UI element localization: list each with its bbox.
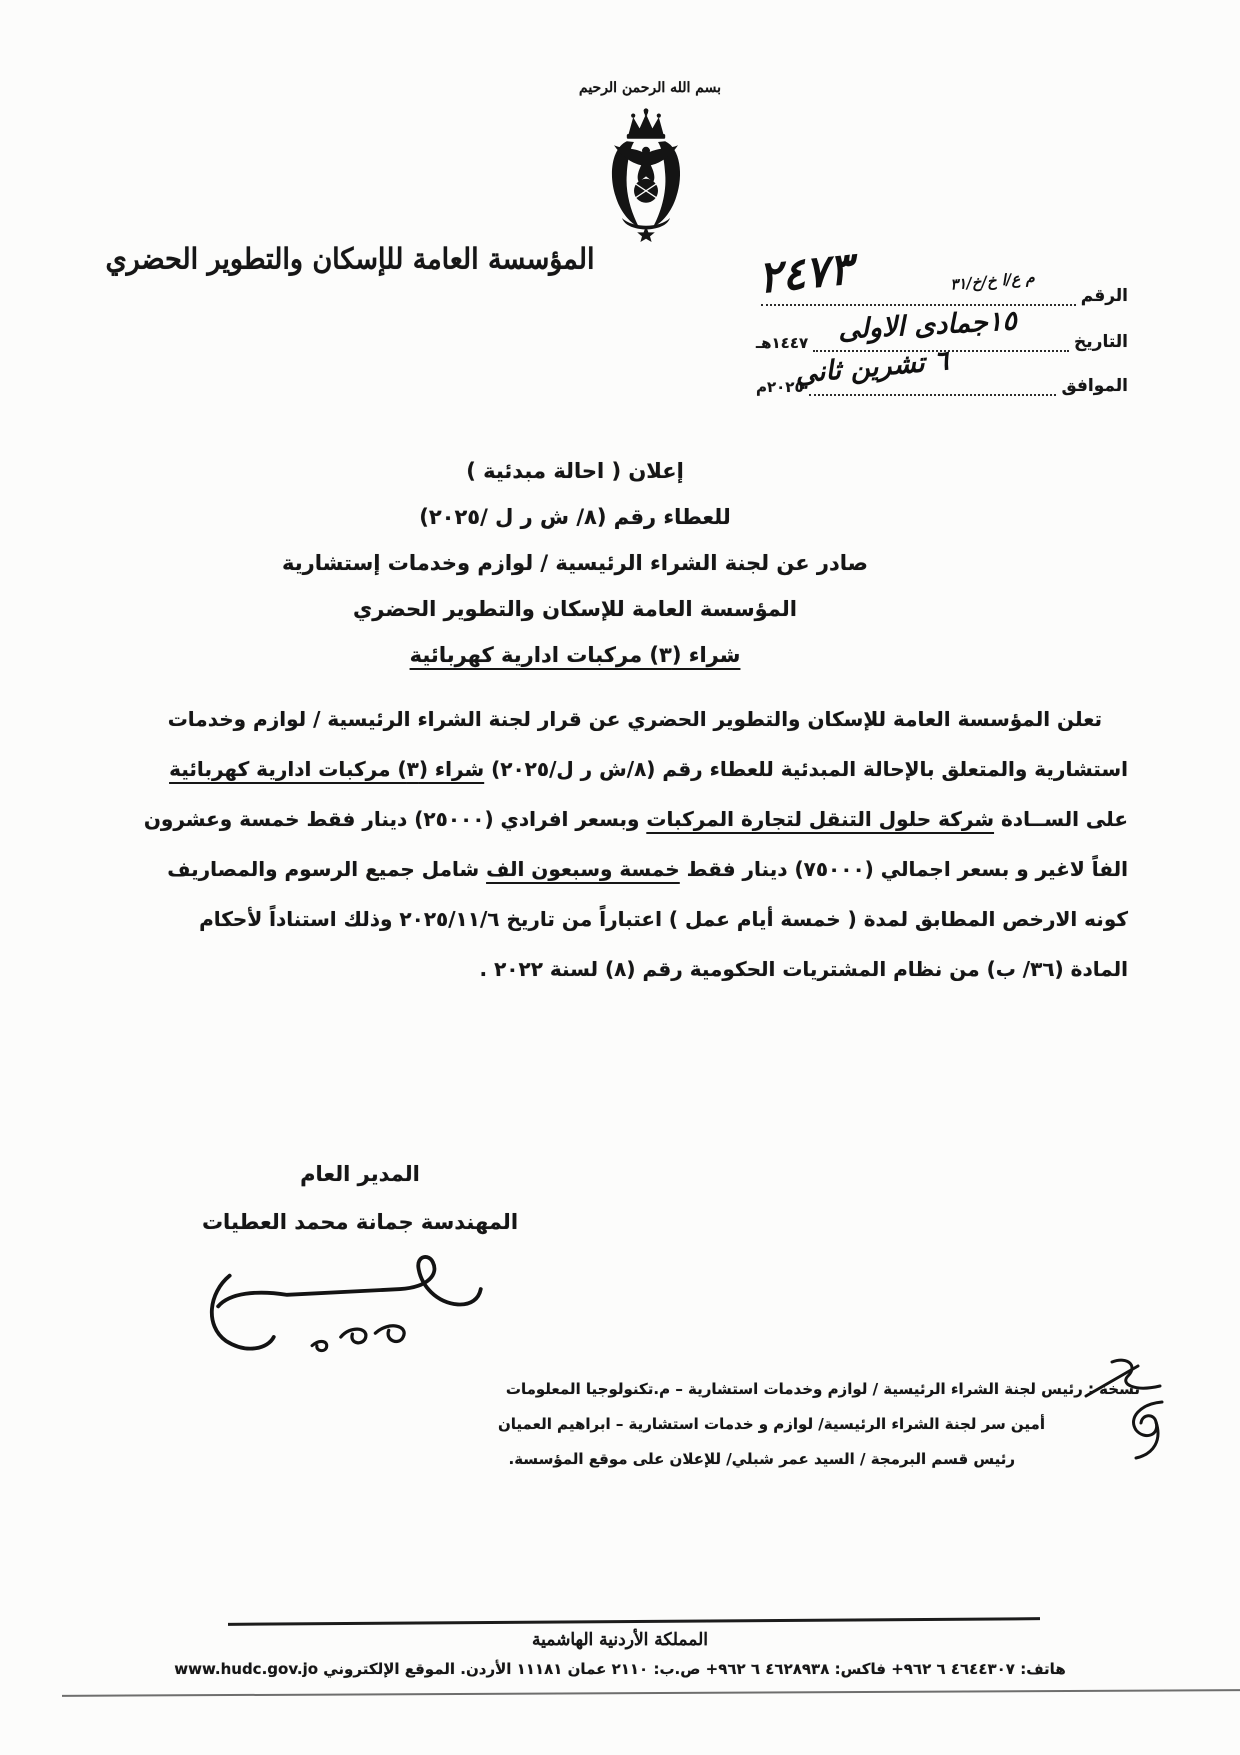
corresponding-handwritten: ٦ تشرين ثاني [793, 345, 950, 390]
fees-text: شامل جميع الرسوم والمصاريف [167, 857, 487, 881]
awarded-company-underlined: شركة حلول التنقل لتجارة المركبات [646, 807, 995, 831]
ref-number-handwritten-large: ٢٤٧٣ [755, 243, 855, 304]
hijri-year-text: ١٤٤٧هـ [756, 334, 809, 352]
cc-line-2: أمين سر لجنة الشراء الرئيسية/ لوازم و خدمات استشارية – ابراهيم العميان [497, 1415, 1045, 1433]
general-manager-title: المدير العام [300, 1162, 420, 1186]
subject-line: شراء (٣) مركبات ادارية كهربائية [409, 643, 741, 667]
bismillah-text: بسم الله الرحمن الرحيم [579, 80, 721, 96]
jordan-coat-of-arms-icon [598, 104, 694, 244]
announcement-title-block [0, 448, 1150, 678]
date-label: التاريخ [1074, 332, 1128, 352]
cc-line-3: رئيس قسم البرمجة / السيد عمر شبلي/ للإعلان على موقع المؤسسة. [508, 1450, 1015, 1468]
body-line-2-text: استشارية والمتعلق بالإحالة المبدئية للعطاء رقم (٨/ش ر ل/٢٠٢٥) [484, 757, 1128, 781]
bottom-scan-line [62, 1689, 1240, 1696]
organization-name-text: المؤسسة العامة للإسكان والتطوير الحضري [105, 243, 595, 276]
ref-number-label: الرقم [1080, 286, 1128, 306]
footer-rule [228, 1617, 1040, 1625]
body-line-1: تعلن المؤسسة العامة للإسكان والتطوير الحضري عن قرار لجنة الشراء الرئيسية / لوازم وخدمات [167, 707, 1102, 731]
unit-price-text: وبسعر افرادي (٢٥٠٠٠) دينار فقط خمسة وعشرون [143, 807, 647, 831]
corresponding-label: الموافق [1061, 376, 1128, 396]
ref-number-handwritten-code: م ع/ا خ/خ/٣١ [949, 268, 1036, 294]
body-line-3-text: على الســادة [994, 807, 1128, 831]
contact-info: هاتف: ٤٦٤٤٣٠٧ ٦ ٩٦٢+ فاكس: ٤٦٢٨٩٣٨ ٦ ٩٦٢+ ص.ب: ٢١١٠ عمان ١١١٨١ الأردن. الموقع الإلكتروني www.hudc.gov.jo [174, 1660, 1066, 1678]
gregorian-year-text: ٢٠٢٥م [756, 378, 804, 396]
body-line-5: كونه الارخص المطابق لمدة ( خمسة أيام عمل ) اعتباراً من تاريخ ٢٠٢٥/١١/٦ وذلك استناداً لأحكام [199, 907, 1128, 931]
initials-scribble-icon [1082, 1356, 1166, 1404]
general-manager-name: المهندسة جمانة محمد العطيات [201, 1210, 519, 1234]
signature-scribble-icon [195, 1245, 525, 1360]
curl-scribble-icon [1122, 1398, 1170, 1462]
body-line-6: المادة (٣٦/ ب) من نظام المشتريات الحكومية رقم (٨) لسنة ٢٠٢٢ . [479, 957, 1128, 981]
date-handwritten: ١٥جمادى الاولى [837, 305, 1018, 346]
total-amount-underlined: خمسة وسبعون الف [486, 857, 680, 881]
organization-line: المؤسسة العامة للإسكان والتطوير الحضري [353, 597, 797, 621]
body-line-2 [148, 744, 1128, 794]
tender-subject-underlined: شراء (٣) مركبات ادارية كهربائية [169, 757, 485, 781]
tender-number-line: للعطاء رقم (٨/ ش ر ل /٢٠٢٥) [419, 505, 731, 529]
kingdom-name: المملكة الأردنية الهاشمية [532, 1630, 708, 1650]
body-line-4 [148, 844, 1128, 894]
cc-line-1: نسخة : رئيس لجنة الشراء الرئيسية / لوازم وخدمات استشارية – م.تكنولوجيا المعلومات [505, 1380, 1140, 1398]
issued-by-line: صادر عن لجنة الشراء الرئيسية / لوازم وخدمات إستشارية [282, 551, 868, 575]
total-price-text: الفاً لاغير و بسعر اجمالي (٧٥٠٠٠) دينار فقط [679, 857, 1128, 881]
announcement-title: إعلان ( احالة مبدئية ) [466, 459, 684, 483]
body-paragraph [143, 694, 1128, 994]
cc-list [497, 1372, 1140, 1477]
body-line-3 [143, 794, 1128, 844]
